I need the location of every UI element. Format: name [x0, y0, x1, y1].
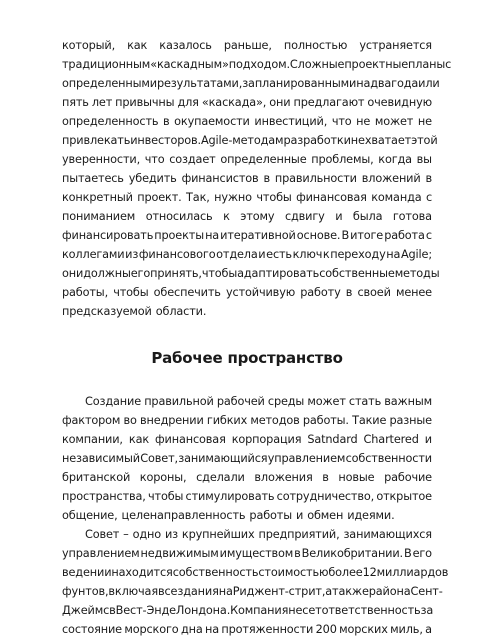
text-line: привлекать инвесторов. Agile-методам разработки не хватает этой	[62, 134, 438, 147]
text-line: пространства, чтобы стимулировать сотрудничество, открытое	[62, 490, 432, 503]
text-line: Создание правильной рабочей среды может стать важным	[85, 395, 432, 408]
text-line: традиционным «каскадным» подходом. Сложные проектные планы с	[62, 58, 452, 71]
text-line: управлением недвижимым имуществом в Великобритании. В его	[62, 547, 432, 560]
text-line: состояние морского дна на протяженности 200 морских миль, а	[62, 623, 432, 636]
paragraph-finance	[62, 36, 452, 321]
text-line: Джеймс в Вест-Энде Лондона. Компания несет ответственность за	[62, 604, 434, 617]
text-line: фактором во внедрении гибких методов работы. Такие разные	[62, 414, 432, 427]
text-line: работы, чтобы обеспечить устойчивую работу в своей менее	[62, 286, 432, 299]
text-line: который, как казалось раньше, полностью устраняется	[62, 39, 432, 52]
text-line: компании, как финансовая корпорация Satndard Chartered и	[62, 433, 432, 446]
text-line: коллегами из финансового отдела и есть ключ к переходу на Agile;	[62, 248, 432, 261]
paragraph-crown-estate	[62, 525, 449, 639]
text-line: независимый Совет, занимающийся управлением собственности	[62, 452, 432, 465]
paragraph-workspace	[62, 392, 432, 525]
text-line: Совет – одно из крупнейших предприятий, занимающихся	[85, 528, 432, 541]
text-line: британской короны, сделали вложения в новые рабочие	[62, 471, 432, 484]
text-line: уверенности, что создает определенные проблемы, когда вы	[62, 153, 432, 166]
text-line: предсказуемой области.	[62, 305, 207, 318]
text-line: конкретный проект. Так, нужно чтобы финансовая команда с	[62, 191, 432, 204]
text-line: определенными результатами, запланированными на два года или	[62, 77, 440, 90]
text-line: общение, целенаправленность работы и обмен идеями.	[62, 509, 395, 522]
document-page	[62, 36, 452, 639]
text-line: они должны его принять, чтобы адаптировать собственные методы	[62, 267, 440, 280]
text-line: финансировать проекты на итеративной основе. В итоге работа с	[62, 229, 432, 242]
text-line: пытаетесь убедить финансистов в правильности вложений в	[62, 172, 432, 185]
text-line: ведении находится собственность стоимостью более 12 миллиардов	[62, 566, 449, 579]
text-line: пять лет привычны для «каскада», они предлагают очевидную	[62, 96, 432, 109]
text-line: определенность в окупаемости инвестиций, что не может не	[62, 115, 432, 128]
text-line: пониманием относилась к этому сдвигу и была готова	[62, 210, 432, 223]
section-heading: Рабочее пространство	[151, 349, 343, 367]
text-line: фунтов, включая все здания на Риджент-стрит, а также района Сент-	[62, 585, 443, 598]
